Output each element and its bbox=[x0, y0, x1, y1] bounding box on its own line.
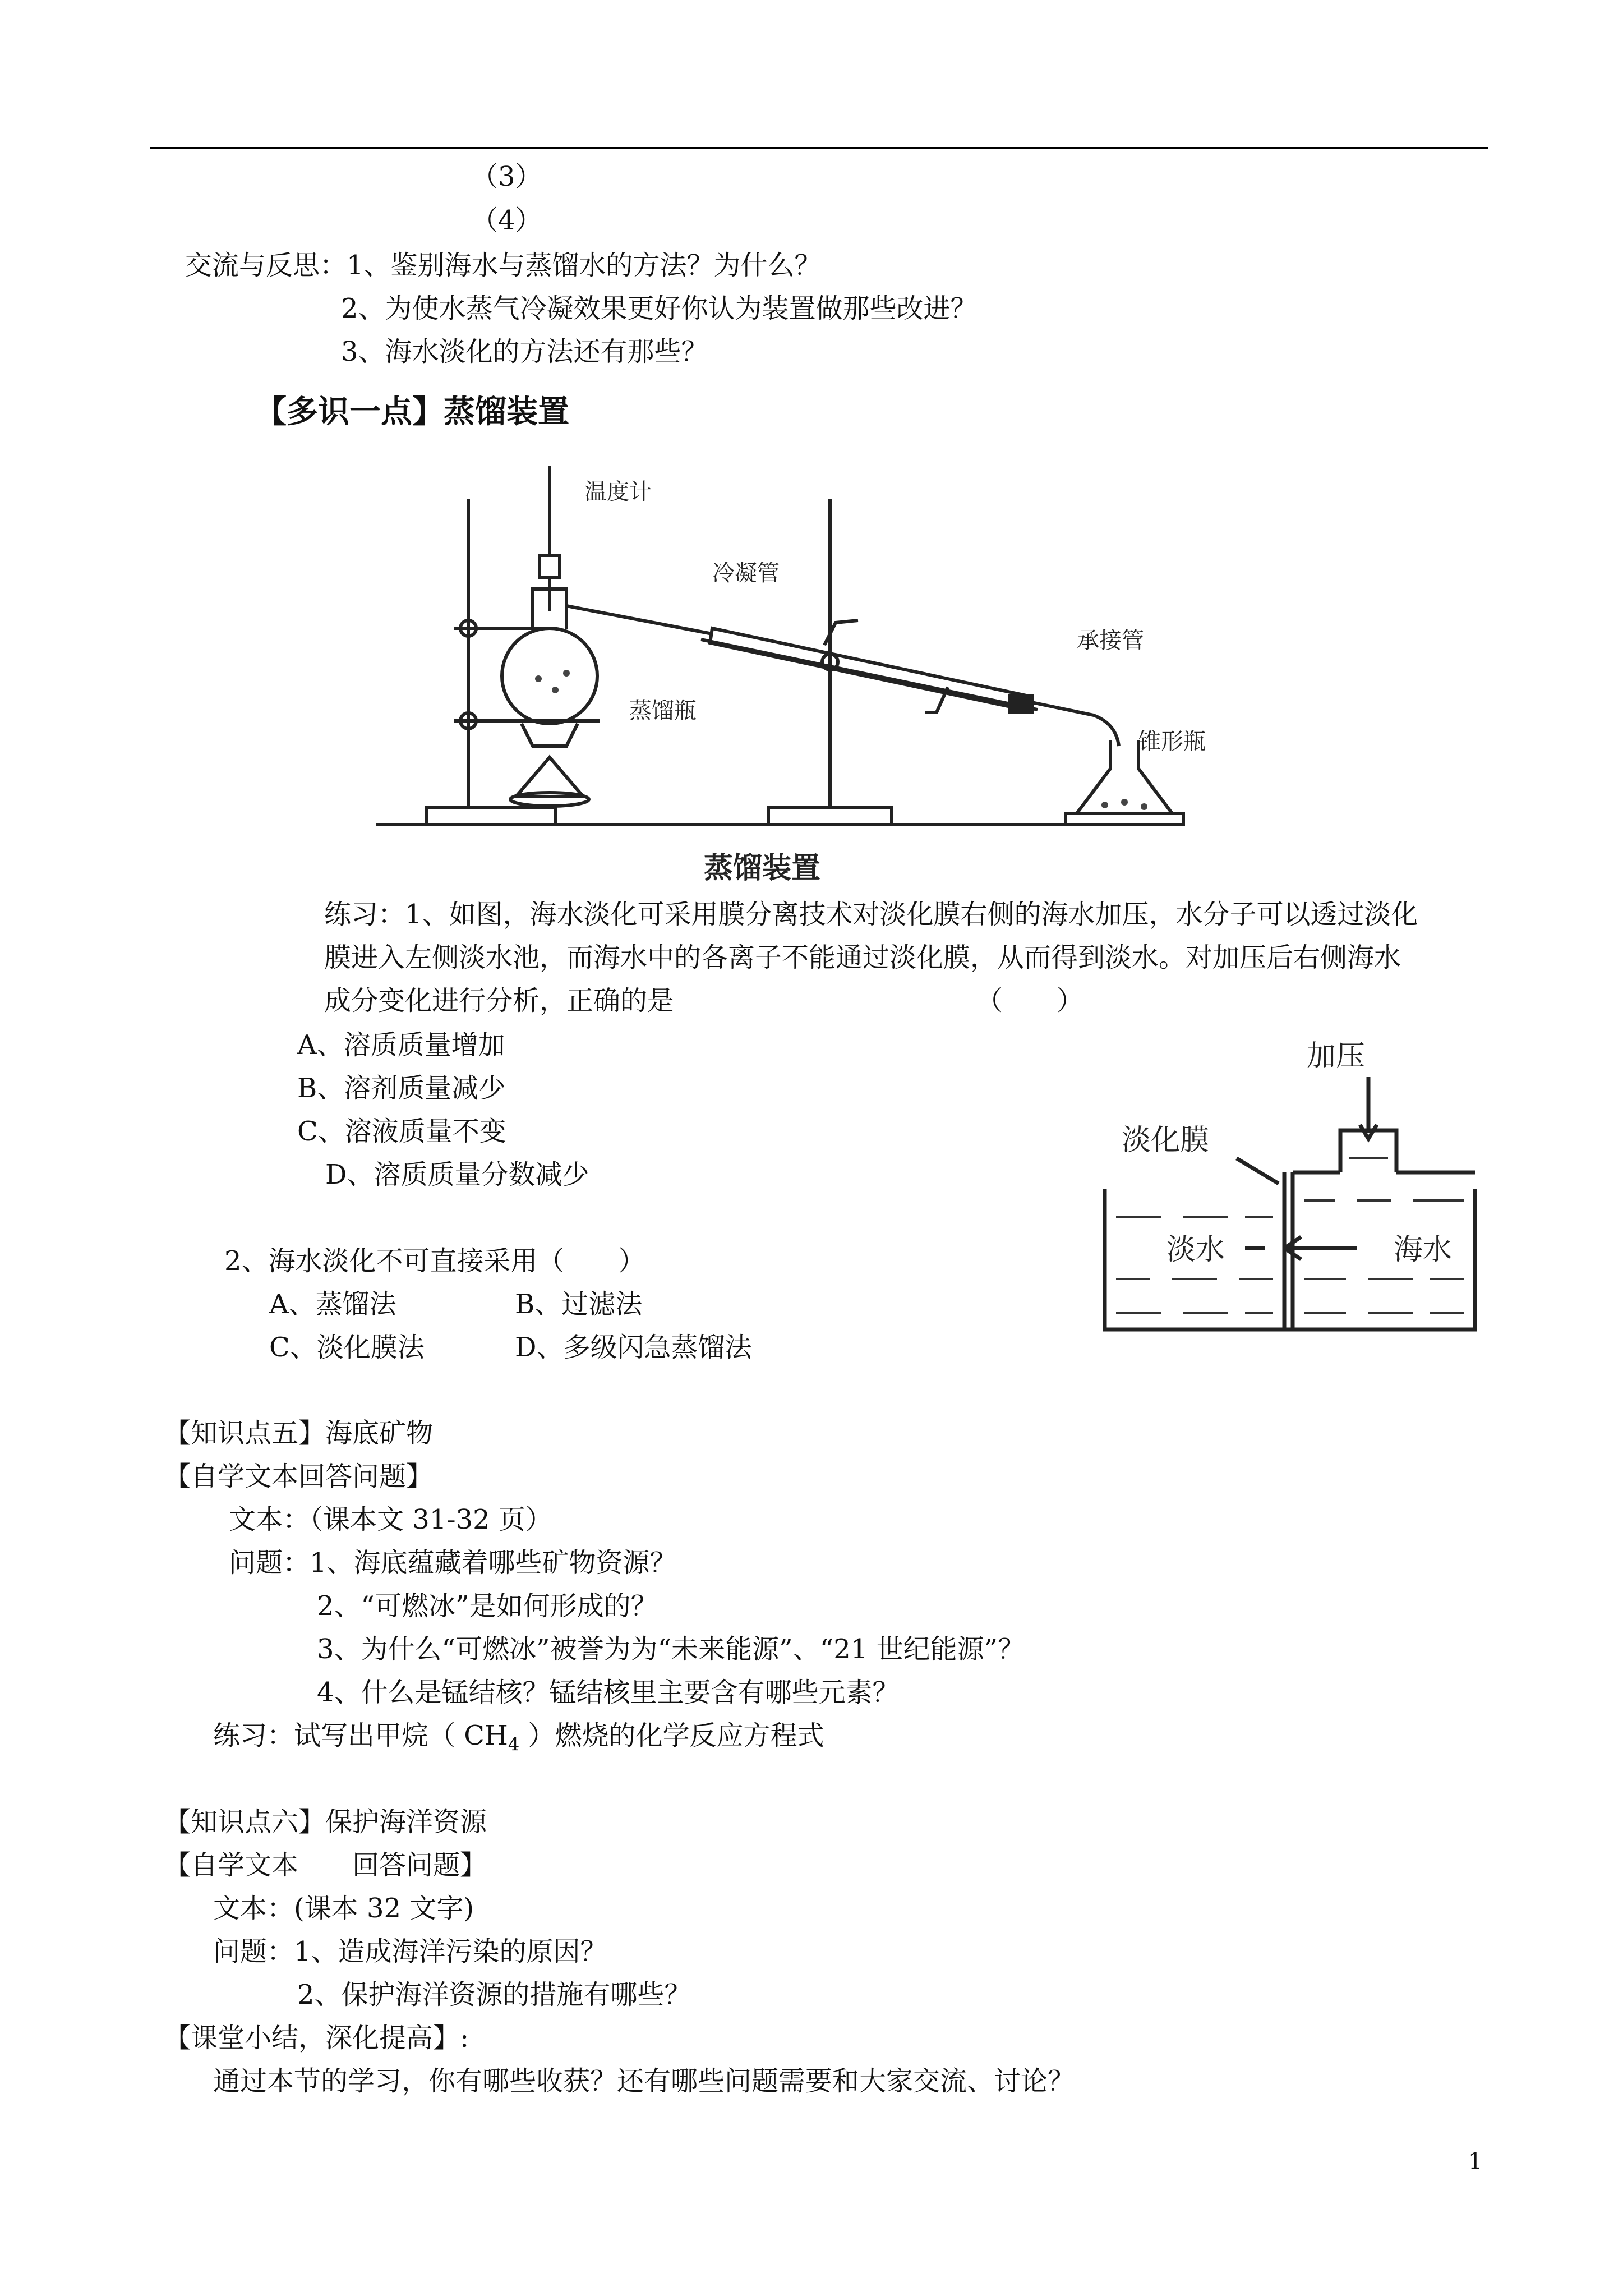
label-condenser: 冷凝管 bbox=[712, 560, 780, 586]
label-adapter: 承接管 bbox=[1077, 628, 1144, 654]
kp6-title: 【知识点六】保护海洋资源 bbox=[164, 1806, 487, 1838]
extra-title: 【多识一点】蒸馏装置 bbox=[255, 394, 569, 430]
kp5-q3: 3、为什么“可燃冰”被誉为为“未来能源”、“21 世纪能源”？ bbox=[317, 1634, 1025, 1665]
exercise2-option-d: D、多级闪急蒸馏法 bbox=[515, 1332, 752, 1363]
membrane-diagram bbox=[1099, 1032, 1503, 1346]
kp6-q2: 2、保护海洋资源的措施有哪些？ bbox=[297, 1979, 691, 2010]
header-rule bbox=[150, 147, 1488, 149]
kp5-title: 【知识点五】海底矿物 bbox=[164, 1418, 434, 1449]
kp6-q1: 问题：1、造成海洋污染的原因？ bbox=[213, 1936, 607, 1967]
label-flask: 蒸馏瓶 bbox=[629, 698, 697, 724]
exercise1-paren: （ ） bbox=[976, 985, 1084, 1016]
kp5-q2: 2、“可燃冰”是如何形成的？ bbox=[317, 1590, 658, 1622]
kp5-practice-pre: 练习：试写出甲烷（ CH bbox=[213, 1720, 508, 1751]
label-thermometer: 温度计 bbox=[584, 479, 652, 505]
exercise1-line1: 练习：1、如图，海水淡化可采用膜分离技术对淡化膜右侧的海水加压，水分子可以透过淡化 bbox=[324, 899, 1418, 930]
kp6-self-study: 【自学文本 回答问题】 bbox=[164, 1849, 487, 1881]
kp6-text: 文本：(课本 32 文字) bbox=[213, 1893, 474, 1924]
exercise1-option-a: A、溶质质量增加 bbox=[297, 1029, 505, 1061]
label-freshwater: 淡水 bbox=[1166, 1233, 1225, 1267]
exercise2-stem: 2、海水淡化不可直接采用（ ） bbox=[224, 1245, 645, 1277]
kp5-practice-sub: 4 bbox=[508, 1733, 520, 1755]
kp5-practice-post: ）燃烧的化学反应方程式 bbox=[519, 1720, 824, 1751]
reflection-q2: 2、为使水蒸气冷凝效果更好你认为装置做那些改进？ bbox=[341, 293, 978, 324]
kp5-q4: 4、什么是锰结核？锰结核里主要含有哪些元素？ bbox=[317, 1677, 900, 1708]
exercise1-line2: 膜进入左侧淡水池，而海水中的各离子不能通过淡化膜，从而得到淡水。对加压后右侧海水 bbox=[324, 942, 1401, 973]
summary-text: 通过本节的学习，你有哪些收获？还有哪些问题需要和大家交流、讨论？ bbox=[213, 2065, 1075, 2097]
reflection-q1: 交流与反思：1、鉴别海水与蒸馏水的方法？为什么？ bbox=[185, 250, 822, 281]
exercise1-option-c: C、溶液质量不变 bbox=[297, 1116, 506, 1147]
exercise1-option-b: B、溶剂质量减少 bbox=[297, 1073, 506, 1104]
summary-title: 【课堂小结，深化提高】: bbox=[164, 2022, 469, 2054]
label-membrane: 淡化膜 bbox=[1122, 1124, 1210, 1157]
item-4: （4） bbox=[471, 205, 542, 236]
exercise1-option-d: D、溶质质量分数减少 bbox=[325, 1159, 589, 1190]
kp5-q1: 问题：1、海底蕴藏着哪些矿物资源？ bbox=[229, 1547, 677, 1579]
label-erlenmeyer: 锥形瓶 bbox=[1138, 729, 1206, 754]
exercise2-option-c: C、淡化膜法 bbox=[269, 1332, 425, 1363]
label-pressure: 加压 bbox=[1307, 1039, 1366, 1073]
figure-caption: 蒸馏装置 bbox=[704, 852, 821, 885]
page-number: 1 bbox=[1468, 2148, 1483, 2174]
kp5-text: 文本：（课本文 31-32 页） bbox=[229, 1504, 552, 1535]
exercise1-line3: 成分变化进行分析，正确的是 bbox=[324, 985, 675, 1016]
label-seawater: 海水 bbox=[1394, 1233, 1453, 1267]
distillation-diagram bbox=[365, 454, 1318, 892]
reflection-q3: 3、海水淡化的方法还有那些？ bbox=[341, 336, 708, 367]
item-3: （3） bbox=[471, 161, 542, 192]
kp5-practice bbox=[213, 1719, 824, 1761]
exercise2-option-a: A、蒸馏法 bbox=[269, 1289, 396, 1320]
kp5-self-study: 【自学文本回答问题】 bbox=[164, 1461, 434, 1492]
exercise2-option-b: B、过滤法 bbox=[515, 1289, 643, 1320]
